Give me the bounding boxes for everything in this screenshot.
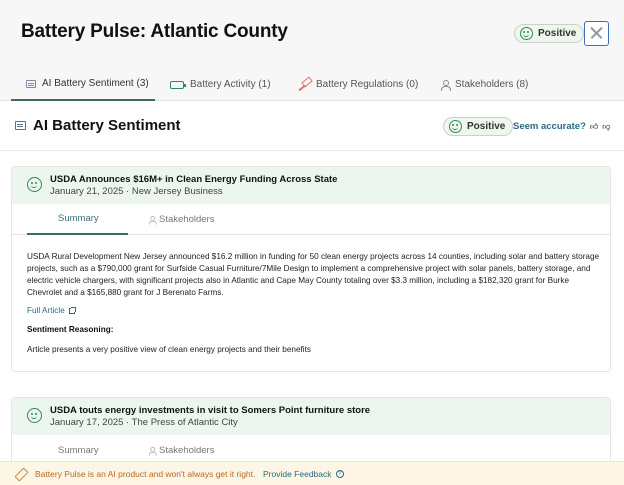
tab-ai-battery-sentiment[interactable]	[11, 68, 155, 101]
tab-bar	[0, 68, 624, 101]
provide-feedback-link[interactable]	[263, 469, 344, 479]
tab-label: Battery Regulations (0)	[316, 79, 419, 90]
article-meta: January 17, 2025 · The Press of Atlantic City	[50, 417, 238, 428]
smiley-icon	[449, 120, 462, 133]
tab-label: Battery Activity (1)	[190, 79, 271, 90]
help-icon: ?	[336, 470, 344, 478]
full-article-link[interactable]	[27, 306, 75, 315]
tab-label: AI Battery Sentiment (3)	[42, 78, 149, 89]
sentiment-reasoning-text: Article presents a very positive view of clean energy projects and their benefits	[27, 345, 311, 354]
close-button[interactable]	[584, 21, 609, 46]
article-meta: January 21, 2025 · New Jersey Business	[50, 186, 223, 197]
accuracy-prompt: Seem accurate?	[513, 121, 586, 132]
person-icon	[149, 216, 155, 224]
subtab-summary[interactable]: Summary	[27, 204, 128, 235]
article-subtabs	[12, 204, 610, 235]
person-icon	[441, 80, 449, 90]
tab-battery-regulations[interactable]	[298, 68, 418, 101]
subtab-summary[interactable]: Summary	[58, 445, 99, 456]
feedback-label: Provide Feedback	[263, 469, 332, 479]
tab-battery-activity[interactable]	[170, 68, 271, 101]
article-card	[11, 397, 611, 467]
thumbs-down-icon[interactable]: 👎︎	[602, 121, 611, 131]
modal-header	[0, 0, 624, 68]
page-title: Battery Pulse: Atlantic County	[21, 21, 288, 42]
article-header[interactable]	[12, 167, 610, 204]
article-title: USDA Announces $16M+ in Clean Energy Funding Across State	[50, 174, 338, 185]
article-card	[11, 166, 611, 372]
subtab-stakeholders[interactable]	[148, 204, 214, 235]
subtab-label: Stakeholders	[159, 214, 215, 225]
article-summary: USDA Rural Development New Jersey announced $16.2 million in funding for 50 clean energy projects across 14 counties, including solar and battery storage projects, such as a $790,000 grant for Surfside Casual Furniture/7Mile Design to implement a comprehensive project with solar panels, battery storage, and electric vehicle chargers, with significant projects also in Atlantic and Cape May County totaling over $3.3 million, including a $182,320 grant for Burke Chevrolet and a $165,880 grant for J Berenato Farms.	[27, 252, 600, 297]
ai-disclaimer-bar	[0, 461, 624, 485]
section-header	[0, 101, 624, 151]
battery-icon	[170, 81, 184, 89]
news-card-icon	[15, 121, 26, 130]
smiley-icon	[520, 27, 533, 40]
section-sentiment-badge	[443, 117, 513, 136]
tab-label: Stakeholders (8)	[455, 79, 529, 90]
article-header[interactable]	[12, 398, 610, 435]
smiley-icon	[27, 408, 42, 423]
person-icon	[149, 447, 155, 455]
external-link-icon	[69, 308, 75, 314]
pencil-icon	[15, 467, 29, 481]
full-article-label: Full Article	[27, 306, 65, 315]
ai-disclaimer-text: Battery Pulse is an AI product and won't always get it right.	[35, 469, 256, 479]
sentiment-reasoning-label: Sentiment Reasoning:	[27, 325, 114, 334]
tab-stakeholders[interactable]	[441, 68, 528, 101]
accuracy-feedback	[513, 121, 610, 132]
smiley-icon	[27, 177, 42, 192]
sentiment-badge-label: Positive	[538, 28, 577, 39]
section-title: AI Battery Sentiment	[33, 117, 181, 134]
news-card-icon	[26, 80, 36, 88]
article-title: USDA touts energy investments in visit to Somers Point furniture store	[50, 405, 371, 416]
gavel-icon	[298, 79, 310, 91]
sentiment-badge-label: Positive	[467, 121, 506, 132]
subtab-label: Stakeholders	[159, 445, 215, 456]
thumbs-up-icon[interactable]: 👍︎	[589, 121, 599, 131]
sentiment-badge	[514, 24, 584, 43]
